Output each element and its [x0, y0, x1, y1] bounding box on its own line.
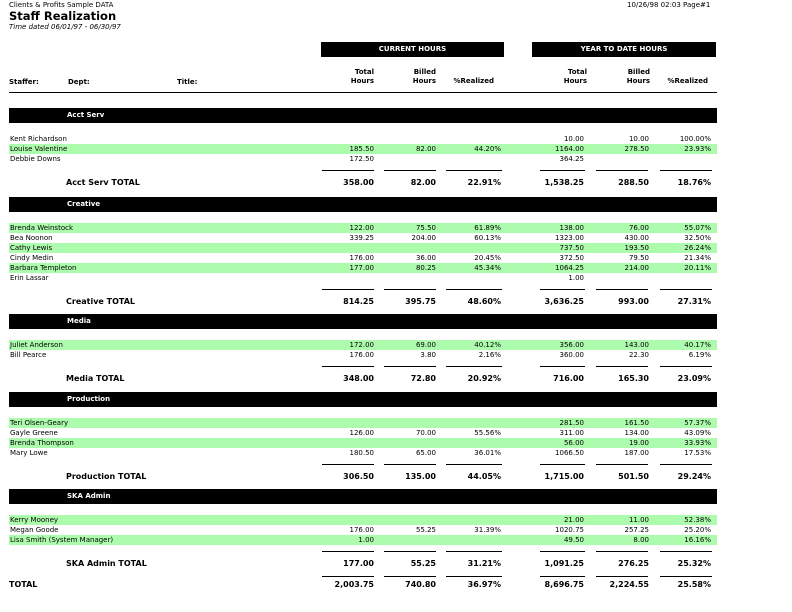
- cell-value: 56.00: [563, 439, 584, 447]
- total-label: TOTAL: [9, 580, 38, 589]
- total-rule: [384, 366, 436, 367]
- table-row: [9, 134, 717, 144]
- cell-value: 6.19%: [688, 351, 711, 359]
- cell-value: 33.93%: [684, 439, 711, 447]
- cell-value: 126.00: [349, 429, 374, 437]
- cell-value: 430.00: [624, 234, 649, 242]
- total-rule: [446, 289, 502, 290]
- total-rule: [446, 551, 502, 552]
- total-value: 82.00: [410, 178, 436, 187]
- total-rule: [596, 464, 648, 465]
- department-total-row: [9, 177, 717, 189]
- total-rule: [660, 170, 712, 171]
- table-row: [9, 515, 717, 525]
- cell-value: 138.00: [559, 224, 584, 232]
- staffer-column-header: Staffer:: [9, 78, 39, 86]
- staffer-name: Bea Noonon: [10, 234, 53, 242]
- staffer-name: Louise Valentine: [10, 145, 68, 153]
- cell-value: 40.17%: [684, 341, 711, 349]
- total-rule: [384, 464, 436, 465]
- total-value: 288.50: [618, 178, 649, 187]
- table-row: [9, 448, 717, 458]
- table-row: [9, 438, 717, 448]
- cell-value: 134.00: [624, 429, 649, 437]
- total-rule: [322, 170, 374, 171]
- cell-value: 43.09%: [684, 429, 711, 437]
- table-row: [9, 525, 717, 535]
- cell-value: 122.00: [349, 224, 374, 232]
- total-rule: [596, 366, 648, 367]
- cell-value: 3.80: [420, 351, 436, 359]
- staffer-name: Cindy Medin: [10, 254, 54, 262]
- table-row: [9, 154, 717, 164]
- cell-value: 31.39%: [474, 526, 501, 534]
- department-name: SKA Admin: [67, 492, 111, 500]
- department-name: Media: [67, 317, 91, 325]
- total-rule: [446, 366, 502, 367]
- cell-value: 76.00: [628, 224, 649, 232]
- table-row: [9, 535, 717, 545]
- table-row: [9, 223, 717, 233]
- staffer-name: Brenda Thompson: [10, 439, 74, 447]
- company-name: Clients & Profits Sample DATA: [9, 1, 114, 9]
- cell-value: 193.50: [624, 244, 649, 252]
- total-value: 993.00: [618, 297, 649, 306]
- total-label: SKA Admin TOTAL: [66, 559, 147, 568]
- total-value: 2,003.75: [334, 580, 374, 589]
- total-rule: [322, 464, 374, 465]
- cell-value: 1020.75: [555, 526, 584, 534]
- cell-value: 176.00: [349, 351, 374, 359]
- cell-value: 278.50: [624, 145, 649, 153]
- total-value: 18.76%: [677, 178, 711, 187]
- ytd-hours-header: YEAR TO DATE HOURS: [532, 42, 716, 57]
- department-bar: [9, 197, 717, 212]
- total-rule: [446, 464, 502, 465]
- cell-value: 20.11%: [684, 264, 711, 272]
- cell-value: 32.50%: [684, 234, 711, 242]
- total-value: 358.00: [343, 178, 374, 187]
- cell-value: 257.25: [624, 526, 649, 534]
- cell-value: 25.20%: [684, 526, 711, 534]
- staffer-name: Megan Goode: [10, 526, 59, 534]
- total-label: Production TOTAL: [66, 472, 147, 481]
- total-value: 36.97%: [467, 580, 501, 589]
- cell-value: 80.25: [415, 264, 436, 272]
- total-value: 25.32%: [677, 559, 711, 568]
- report-title: Staff Realization: [9, 9, 117, 23]
- total-rule: [660, 576, 712, 577]
- table-row: [9, 350, 717, 360]
- cell-value: 180.50: [349, 449, 374, 457]
- cell-value: 36.01%: [474, 449, 501, 457]
- cell-value: 339.25: [349, 234, 374, 242]
- cell-value: 55.25: [415, 526, 436, 534]
- grand-total-row: [9, 579, 717, 591]
- cell-value: 1323.00: [555, 234, 584, 242]
- cell-value: 1.00: [358, 536, 374, 544]
- total-rule: [660, 366, 712, 367]
- total-value: 29.24%: [677, 472, 711, 481]
- department-bar: [9, 314, 717, 329]
- total-value: 22.91%: [467, 178, 501, 187]
- current-realized-header: %Realized: [453, 77, 494, 85]
- total-rule: [596, 170, 648, 171]
- total-value: 1,091.25: [544, 559, 584, 568]
- cell-value: 65.00: [415, 449, 436, 457]
- table-row: [9, 243, 717, 253]
- cell-value: 281.50: [559, 419, 584, 427]
- staffer-name: Brenda Weinstock: [10, 224, 74, 232]
- total-value: 55.25: [410, 559, 436, 568]
- total-rule: [384, 576, 436, 577]
- total-rule: [322, 366, 374, 367]
- table-row: [9, 233, 717, 243]
- table-row: [9, 144, 717, 154]
- total-rule: [596, 551, 648, 552]
- department-total-row: [9, 373, 717, 385]
- cell-value: 70.00: [415, 429, 436, 437]
- total-rule: [596, 576, 648, 577]
- total-value: 306.50: [343, 472, 374, 481]
- cell-value: 1164.00: [555, 145, 584, 153]
- total-label: Creative TOTAL: [66, 297, 136, 306]
- total-rule: [540, 289, 585, 290]
- staffer-name: Bill Pearce: [10, 351, 47, 359]
- date-range: Time dated 06/01/97 - 06/30/97: [9, 23, 121, 31]
- cell-value: 8.00: [633, 536, 649, 544]
- total-value: 1,538.25: [544, 178, 584, 187]
- total-value: 276.25: [618, 559, 649, 568]
- total-value: 25.58%: [677, 580, 711, 589]
- total-rule: [540, 551, 585, 552]
- total-value: 23.09%: [677, 374, 711, 383]
- total-rule: [540, 576, 585, 577]
- cell-value: 176.00: [349, 526, 374, 534]
- cell-value: 1064.25: [555, 264, 584, 272]
- cell-value: 737.50: [559, 244, 584, 252]
- total-value: 20.92%: [467, 374, 501, 383]
- cell-value: 16.16%: [684, 536, 711, 544]
- department-name: Creative: [67, 200, 101, 208]
- cell-value: 79.50: [628, 254, 649, 262]
- total-value: 1,715.00: [544, 472, 584, 481]
- total-rule: [660, 289, 712, 290]
- cell-value: 36.00: [415, 254, 436, 262]
- cell-value: 2.16%: [478, 351, 501, 359]
- current-billed-hours-header: Billed Hours: [412, 68, 436, 85]
- cell-value: 44.20%: [474, 145, 501, 153]
- cell-value: 17.53%: [684, 449, 711, 457]
- total-value: 395.75: [405, 297, 436, 306]
- department-name: Production: [67, 395, 111, 403]
- cell-value: 204.00: [411, 234, 436, 242]
- total-value: 814.25: [343, 297, 374, 306]
- cell-value: 176.00: [349, 254, 374, 262]
- total-value: 31.21%: [467, 559, 501, 568]
- cell-value: 172.50: [349, 155, 374, 163]
- total-value: 27.31%: [677, 297, 711, 306]
- table-row: [9, 253, 717, 263]
- cell-value: 60.13%: [474, 234, 501, 242]
- print-stamp: 10/26/98 02:03 Page#1: [627, 1, 711, 9]
- total-value: 48.60%: [467, 297, 501, 306]
- department-name: Acct Serv: [67, 111, 105, 119]
- cell-value: 187.00: [624, 449, 649, 457]
- cell-value: 20.45%: [474, 254, 501, 262]
- cell-value: 185.50: [349, 145, 374, 153]
- cell-value: 11.00: [628, 516, 649, 524]
- cell-value: 45.34%: [474, 264, 501, 272]
- cell-value: 19.00: [628, 439, 649, 447]
- staffer-name: Barbara Templeton: [10, 264, 77, 272]
- cell-value: 364.25: [559, 155, 584, 163]
- department-total-row: [9, 471, 717, 483]
- ytd-realized-header: %Realized: [667, 77, 708, 85]
- cell-value: 52.38%: [684, 516, 711, 524]
- total-value: 2,224.55: [609, 580, 649, 589]
- cell-value: 55.56%: [474, 429, 501, 437]
- cell-value: 82.00: [415, 145, 436, 153]
- total-rule: [322, 576, 374, 577]
- total-rule: [384, 551, 436, 552]
- total-rule: [660, 551, 712, 552]
- cell-value: 75.50: [415, 224, 436, 232]
- total-value: 740.80: [405, 580, 436, 589]
- staffer-name: Cathy Lewis: [10, 244, 53, 252]
- total-rule: [540, 464, 585, 465]
- title-column-header: Title:: [177, 78, 198, 86]
- cell-value: 23.93%: [684, 145, 711, 153]
- department-bar: [9, 108, 717, 123]
- table-row: [9, 263, 717, 273]
- cell-value: 161.50: [624, 419, 649, 427]
- cell-value: 143.00: [624, 341, 649, 349]
- total-value: 348.00: [343, 374, 374, 383]
- cell-value: 22.30: [628, 351, 649, 359]
- cell-value: 21.00: [563, 516, 584, 524]
- cell-value: 372.50: [559, 254, 584, 262]
- total-value: 135.00: [405, 472, 436, 481]
- ytd-billed-hours-header: Billed Hours: [626, 68, 650, 85]
- department-total-row: [9, 558, 717, 570]
- total-value: 72.80: [410, 374, 436, 383]
- cell-value: 40.12%: [474, 341, 501, 349]
- current-total-hours-header: Total Hours: [350, 68, 374, 85]
- total-rule: [596, 289, 648, 290]
- staffer-name: Debbie Downs: [10, 155, 61, 163]
- cell-value: 177.00: [349, 264, 374, 272]
- ytd-total-hours-header: Total Hours: [563, 68, 587, 85]
- staffer-name: Kent Richardson: [10, 135, 67, 143]
- total-rule: [540, 170, 585, 171]
- current-hours-header: CURRENT HOURS: [321, 42, 504, 57]
- staffer-name: Mary Lowe: [10, 449, 48, 457]
- table-row: [9, 418, 717, 428]
- department-bar: [9, 392, 717, 407]
- total-rule: [384, 170, 436, 171]
- total-rule: [322, 289, 374, 290]
- cell-value: 49.50: [563, 536, 584, 544]
- total-rule: [322, 551, 374, 552]
- cell-value: 55.07%: [684, 224, 711, 232]
- cell-value: 172.00: [349, 341, 374, 349]
- staffer-name: Lisa Smith (System Manager): [10, 536, 114, 544]
- total-value: 501.50: [618, 472, 649, 481]
- staffer-name: Teri Olsen-Geary: [10, 419, 69, 427]
- cell-value: 10.00: [628, 135, 649, 143]
- total-value: 716.00: [553, 374, 584, 383]
- cell-value: 1.00: [568, 274, 584, 282]
- total-rule: [660, 464, 712, 465]
- table-row: [9, 428, 717, 438]
- staffer-name: Kerry Mooney: [10, 516, 59, 524]
- total-rule: [540, 366, 585, 367]
- total-label: Media TOTAL: [66, 374, 125, 383]
- dept-column-header: Dept:: [68, 78, 90, 86]
- table-row: [9, 273, 717, 283]
- cell-value: 214.00: [624, 264, 649, 272]
- department-total-row: [9, 296, 717, 308]
- staffer-name: Juliet Anderson: [10, 341, 63, 349]
- department-bar: [9, 489, 717, 504]
- cell-value: 1066.50: [555, 449, 584, 457]
- cell-value: 26.24%: [684, 244, 711, 252]
- cell-value: 100.00%: [679, 135, 711, 143]
- cell-value: 69.00: [415, 341, 436, 349]
- cell-value: 10.00: [563, 135, 584, 143]
- total-rule: [384, 289, 436, 290]
- cell-value: 21.34%: [684, 254, 711, 262]
- cell-value: 57.37%: [684, 419, 711, 427]
- total-value: 165.30: [618, 374, 649, 383]
- total-value: 44.05%: [467, 472, 501, 481]
- cell-value: 360.00: [559, 351, 584, 359]
- total-value: 177.00: [343, 559, 374, 568]
- total-rule: [446, 576, 502, 577]
- total-rule: [446, 170, 502, 171]
- cell-value: 311.00: [559, 429, 584, 437]
- total-label: Acct Serv TOTAL: [66, 178, 140, 187]
- cell-value: 61.89%: [474, 224, 501, 232]
- total-value: 3,636.25: [544, 297, 584, 306]
- cell-value: 356.00: [559, 341, 584, 349]
- header-rule: [9, 92, 717, 93]
- staffer-name: Erin Lassar: [10, 274, 49, 282]
- staffer-name: Gayle Greene: [10, 429, 58, 437]
- table-row: [9, 340, 717, 350]
- total-value: 8,696.75: [544, 580, 584, 589]
